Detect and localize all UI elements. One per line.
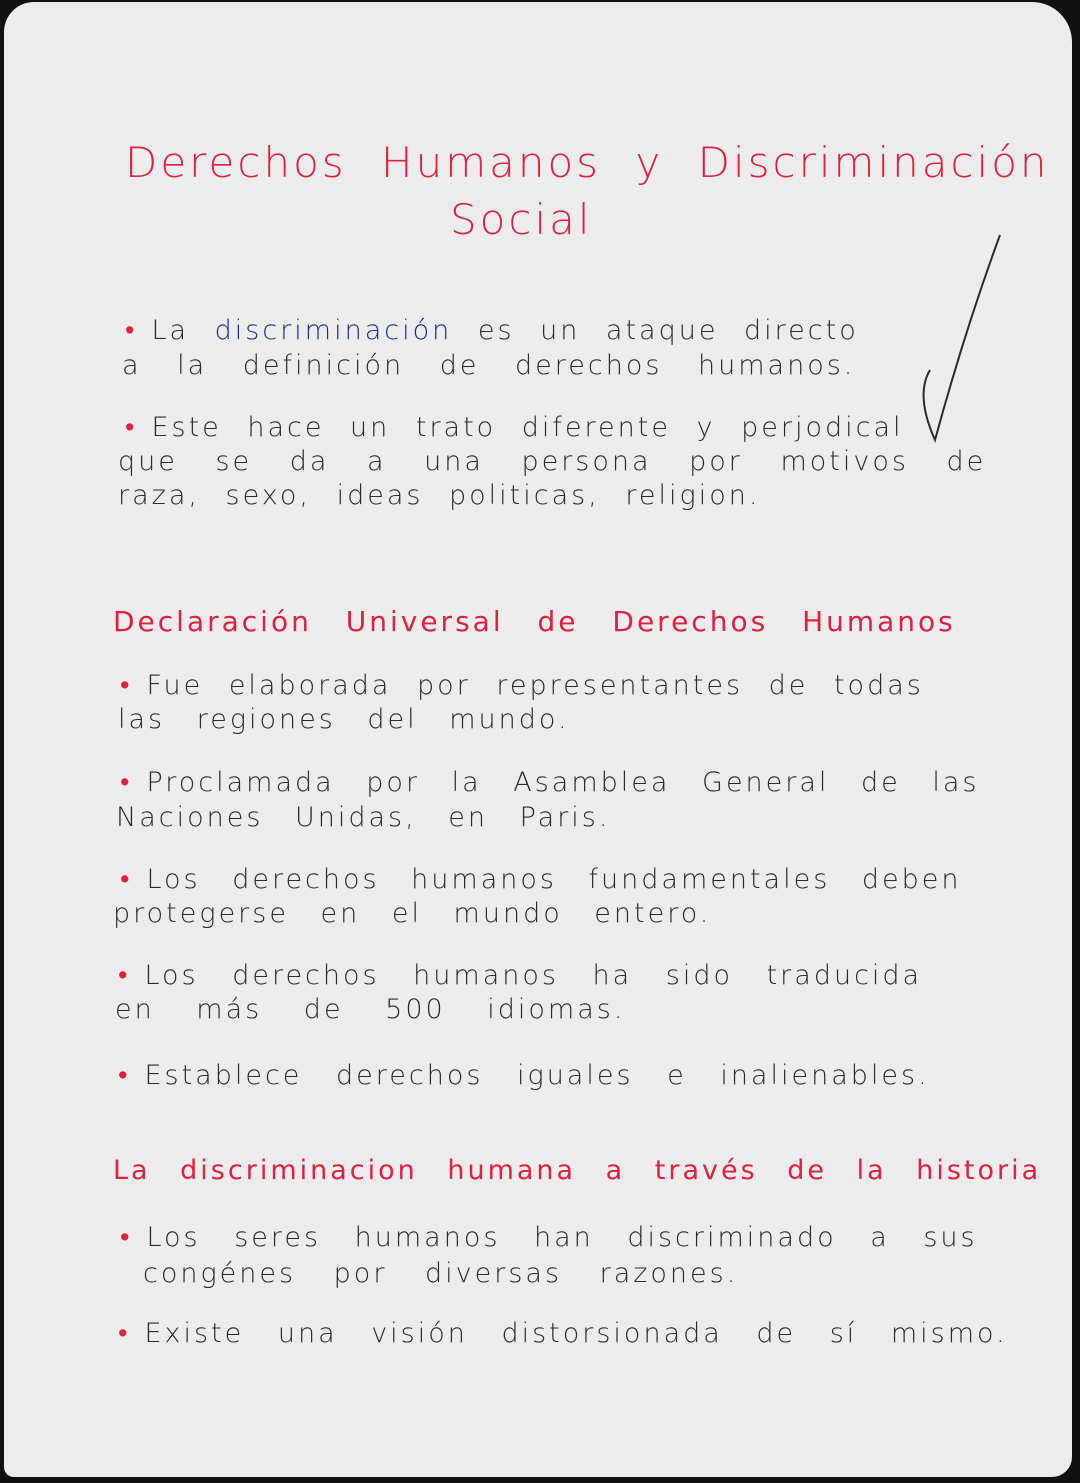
text: es un ataque directo [477, 315, 859, 346]
title-line-2: Social [450, 195, 593, 244]
checkmark-icon [0, 0, 1080, 600]
text: Los seres humanos han discriminado a sus [146, 1222, 978, 1253]
s3-bullet-2-line-1 [118, 1318, 1008, 1349]
s2-bullet-1-line-1 [120, 670, 924, 701]
text: Fue elaborada por representantes de todas [146, 670, 924, 701]
bullet-icon: • [120, 1222, 133, 1253]
section-3-heading: La discriminacion humana a través de la historia [113, 1155, 1042, 1186]
highlight-word: discriminación [214, 315, 453, 346]
bullet-icon: • [120, 670, 133, 701]
s2-bullet-4-line-2: en más de 500 idiomas. [115, 994, 626, 1025]
s2-bullet-4-line-1 [118, 960, 922, 991]
title-line-1: Derechos Humanos y Discriminación [125, 138, 1050, 187]
text: Existe una visión distorsionada de sí mismo. [144, 1318, 1008, 1349]
text: La [151, 315, 190, 346]
bullet-2-line-3: raza, sexo, ideas politicas, religion. [118, 480, 761, 511]
text: Proclamada por la Asamblea General de las [146, 767, 980, 798]
section-2-heading: Declaración Universal de Derechos Humanos [113, 605, 956, 638]
s2-bullet-2-line-1 [120, 767, 979, 798]
bullet-1-line-2: a la definición de derechos humanos. [122, 350, 856, 381]
bullet-2-line-2: que se da a una persona por motivos de [118, 446, 987, 477]
s2-bullet-3-line-1 [120, 864, 961, 895]
bullet-icon: • [118, 1318, 131, 1349]
s3-bullet-1-line-2: congénes por diversas razones. [143, 1258, 739, 1289]
s2-bullet-1-line-2: las regiones del mundo. [118, 704, 570, 735]
bullet-icon: • [125, 315, 138, 346]
text: Los derechos humanos ha sido traducida [144, 960, 923, 991]
bullet-icon: • [118, 960, 131, 991]
text: Este hace un trato diferente y perjodical [151, 412, 904, 443]
text: Establece derechos iguales e inalienables. [144, 1060, 930, 1091]
s2-bullet-5-line-1 [118, 1060, 930, 1091]
text: Los derechos humanos fundamentales deben [146, 864, 962, 895]
s2-bullet-2-line-2: Naciones Unidas, en Paris. [116, 802, 611, 833]
bullet-icon: • [120, 864, 133, 895]
s2-bullet-3-line-2: protegerse en el mundo entero. [113, 898, 712, 929]
bullet-icon: • [120, 767, 133, 798]
bullet-icon: • [125, 412, 138, 443]
bullet-icon: • [118, 1060, 131, 1091]
s3-bullet-1-line-1 [120, 1222, 978, 1253]
